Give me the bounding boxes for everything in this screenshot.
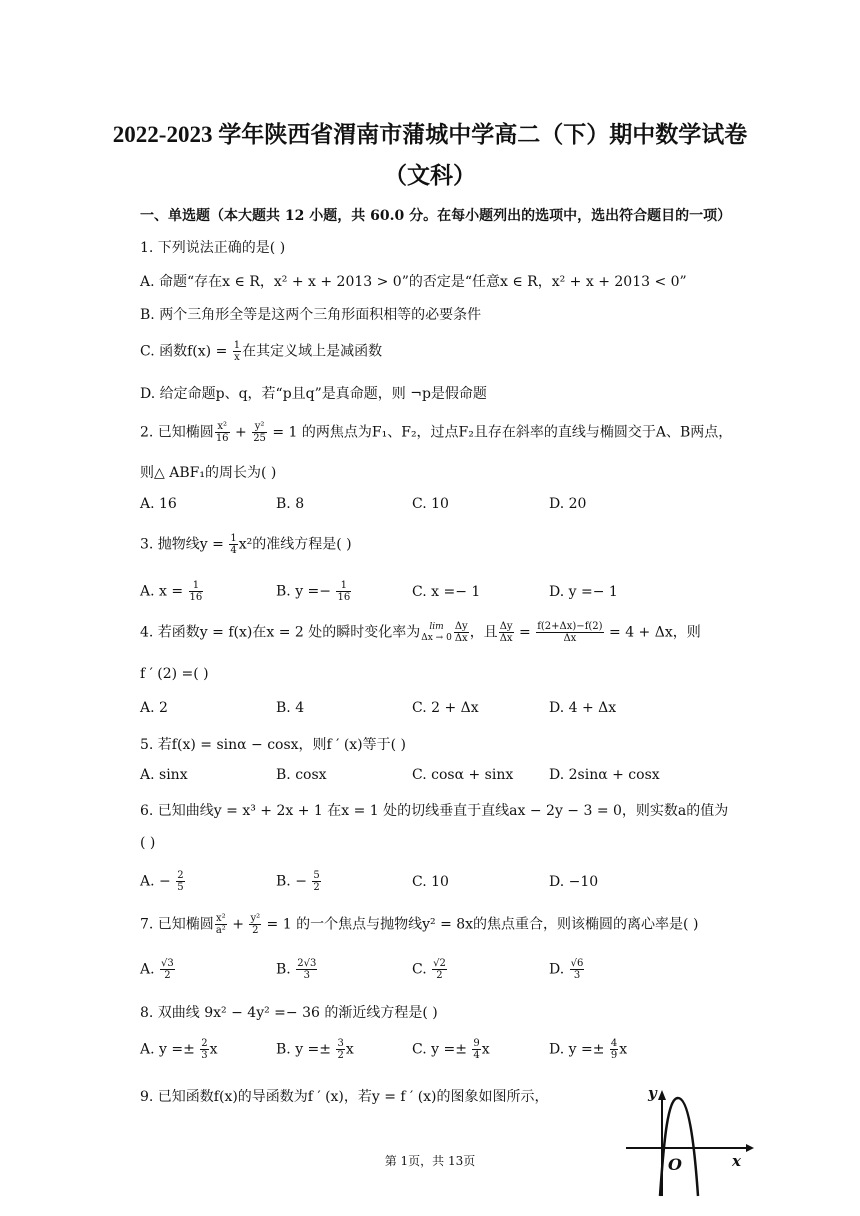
- fraction: $\frac{\Delta y}{\Delta x}$: [499, 621, 513, 644]
- exam-title: 2022-2023 学年陕西省渭南市蒲城中学高二（下）期中数学试卷: [112, 122, 748, 147]
- derivative-graph-figure: [618, 1078, 758, 1198]
- question-1-option-d: D. 给定命题p、q，若“p且q”是真命题，则 ¬p是假命题: [140, 386, 487, 402]
- question-4-option-b: B. 4: [276, 700, 305, 716]
- fraction: $\frac{1}{16}$: [189, 580, 203, 603]
- fraction: $\frac{\text{y²}}{25}$: [253, 421, 266, 444]
- fraction: $\frac{3}{2}$: [337, 1038, 344, 1061]
- question-3-option-a: A. x = $\frac{1}{16}$: [140, 580, 203, 603]
- fraction: $\frac{√2}{2}$: [433, 958, 446, 981]
- question-8-stem: 8. 双曲线 9x² − 4y² =− 36 的渐近线方程是( ): [140, 1005, 438, 1021]
- question-8-option-c: C. y =± $\frac{9}{4}$ x: [412, 1038, 490, 1061]
- question-2-stem: 2. 已知椭圆 $\frac{\text{x²}}{16}$ + $\frac{\text{y²}}{25}$ = 1 的两焦点为F₁、F₂，过点F₂且存在斜率的直线与椭圆交于A、B两点，: [140, 421, 733, 444]
- question-6-option-b: B. − $\frac{5}{2}$: [276, 870, 320, 893]
- fraction: $\frac{f(2+\Delta x)-f(2)}{\Delta x}$: [537, 621, 603, 644]
- question-3-stem: 3. 抛物线y = $\frac{1}{4}$ x²的准线方程是( ): [140, 533, 352, 556]
- question-1-option-c: C. 函数f(x) = $\frac{1}{x}$ 在其定义域上是减函数: [140, 340, 383, 363]
- question-5-stem: 5. 若f(x) = sinα − cosx，则f ′ (x)等于( ): [140, 737, 407, 753]
- section-header: 一、单选题（本大题共 12 小题，共 60.0 分。在每小题列出的选项中，选出符合题目的一项）: [140, 208, 732, 224]
- question-1-stem: 1. 下列说法正确的是( ): [140, 240, 286, 256]
- question-5-option-a: A. sinx: [140, 767, 188, 783]
- fraction: $\frac{5}{2}$: [313, 870, 320, 893]
- exam-subtitle: （文科）: [384, 163, 476, 188]
- question-8-option-d: D. y =± $\frac{4}{9}$ x: [549, 1038, 628, 1061]
- question-2-option-a: A. 16: [140, 496, 177, 512]
- fraction: $\frac{2}{3}$: [201, 1038, 208, 1061]
- fraction: $\frac{2√3}{3}$: [297, 958, 317, 981]
- fraction: $\frac{9}{4}$: [473, 1038, 480, 1061]
- fraction: $\frac{\text{y²}}{2}$: [250, 913, 261, 936]
- question-2-option-c: C. 10: [412, 496, 449, 512]
- fraction: $\frac{\text{x²}}{\text{a²}}$: [215, 913, 226, 936]
- limit-expression: lim Δx → 0: [421, 621, 452, 643]
- question-4-stem: 4. 若函数y = f(x)在x = 2 处的瞬时变化率为 lim Δx → 0 $\frac{\Delta y}{\Delta x}$ ，且 $\frac{\Delta y}{\Delta x}$ = $\frac{f(2+\Delta x)-f(2)}{\Delta x}$ = 4 + Δx，则: [140, 621, 701, 644]
- fraction: $\frac{1}{16}$: [337, 580, 351, 603]
- question-6-option-c: C. 10: [412, 874, 449, 890]
- question-7-stem: 7. 已知椭圆 $\frac{\text{x²}}{\text{a²}}$ + $\frac{\text{y²}}{2}$ = 1 的一个焦点与抛物线y² = 8x的焦点重合，则该椭圆的离心率是( ): [140, 913, 699, 936]
- question-6-option-d: D. −10: [549, 874, 599, 890]
- origin-label: O: [668, 1155, 682, 1174]
- question-9-stem: 9. 已知函数f(x)的导函数为f ′ (x)，若y = f ′ (x)的图象如图所示，: [140, 1089, 549, 1105]
- question-5-option-c: C. cosα + sinx: [412, 767, 514, 783]
- question-4-stem-cont: f ′ (2) =( ): [140, 666, 209, 682]
- fraction: $\frac{\Delta y}{\Delta x}$: [454, 621, 468, 644]
- question-7-option-a: A. $\frac{√3}{2}$: [140, 958, 174, 981]
- fraction: $\frac{\text{x²}}{16}$: [215, 421, 229, 444]
- y-axis-label: y: [648, 1084, 657, 1102]
- fraction: $\frac{√3}{2}$: [161, 958, 174, 981]
- fraction: $\frac{1}{x}$: [233, 340, 241, 363]
- fraction: $\frac{1}{4}$: [230, 533, 237, 556]
- fraction: $\frac{√6}{3}$: [570, 958, 584, 981]
- page-footer: 第 1页，共 13页: [384, 1154, 476, 1168]
- question-3-option-c: C. x =− 1: [412, 584, 481, 600]
- question-7-option-d: D. $\frac{√6}{3}$: [549, 958, 584, 981]
- y-axis-arrow-icon: [658, 1090, 666, 1100]
- question-2-option-d: D. 20: [549, 496, 587, 512]
- question-6-stem-cont: ( ): [140, 835, 156, 851]
- question-4-option-d: D. 4 + Δx: [549, 700, 617, 716]
- question-8-option-a: A. y =± $\frac{2}{3}$ x: [140, 1038, 218, 1061]
- question-1-option-a: A. 命题“存在x ∈ R，x² + x + 2013 > 0”的否定是“任意x ∈ R，x² + x + 2013 < 0”: [140, 274, 687, 290]
- question-3-option-b: B. y =− $\frac{1}{16}$: [276, 580, 351, 603]
- question-5-option-d: D. 2sinα + cosx: [549, 767, 660, 783]
- question-2-stem-cont: 则△ ABF₁的周长为( ): [140, 465, 277, 481]
- question-7-option-c: C. $\frac{√2}{2}$: [412, 958, 446, 981]
- x-axis-label: x: [732, 1152, 741, 1170]
- question-1-option-b: B. 两个三角形全等是这两个三角形面积相等的必要条件: [140, 307, 482, 323]
- question-6-option-a: A. − $\frac{2}{5}$: [140, 870, 184, 893]
- question-4-option-a: A. 2: [140, 700, 168, 716]
- question-5-option-b: B. cosx: [276, 767, 327, 783]
- fraction: $\frac{4}{9}$: [610, 1038, 618, 1061]
- question-2-option-b: B. 8: [276, 496, 305, 512]
- question-7-option-b: B. $\frac{2√3}{3}$: [276, 958, 317, 981]
- fraction: $\frac{2}{5}$: [177, 870, 184, 893]
- question-6-stem: 6. 已知曲线y = x³ + 2x + 1 在x = 1 处的切线垂直于直线ax − 2y − 3 = 0，则实数a的值为: [140, 803, 729, 819]
- question-3-option-d: D. y =− 1: [549, 584, 618, 600]
- x-axis-arrow-icon: [746, 1144, 754, 1152]
- question-8-option-b: B. y =± $\frac{3}{2}$ x: [276, 1038, 354, 1061]
- question-4-option-c: C. 2 + Δx: [412, 700, 479, 716]
